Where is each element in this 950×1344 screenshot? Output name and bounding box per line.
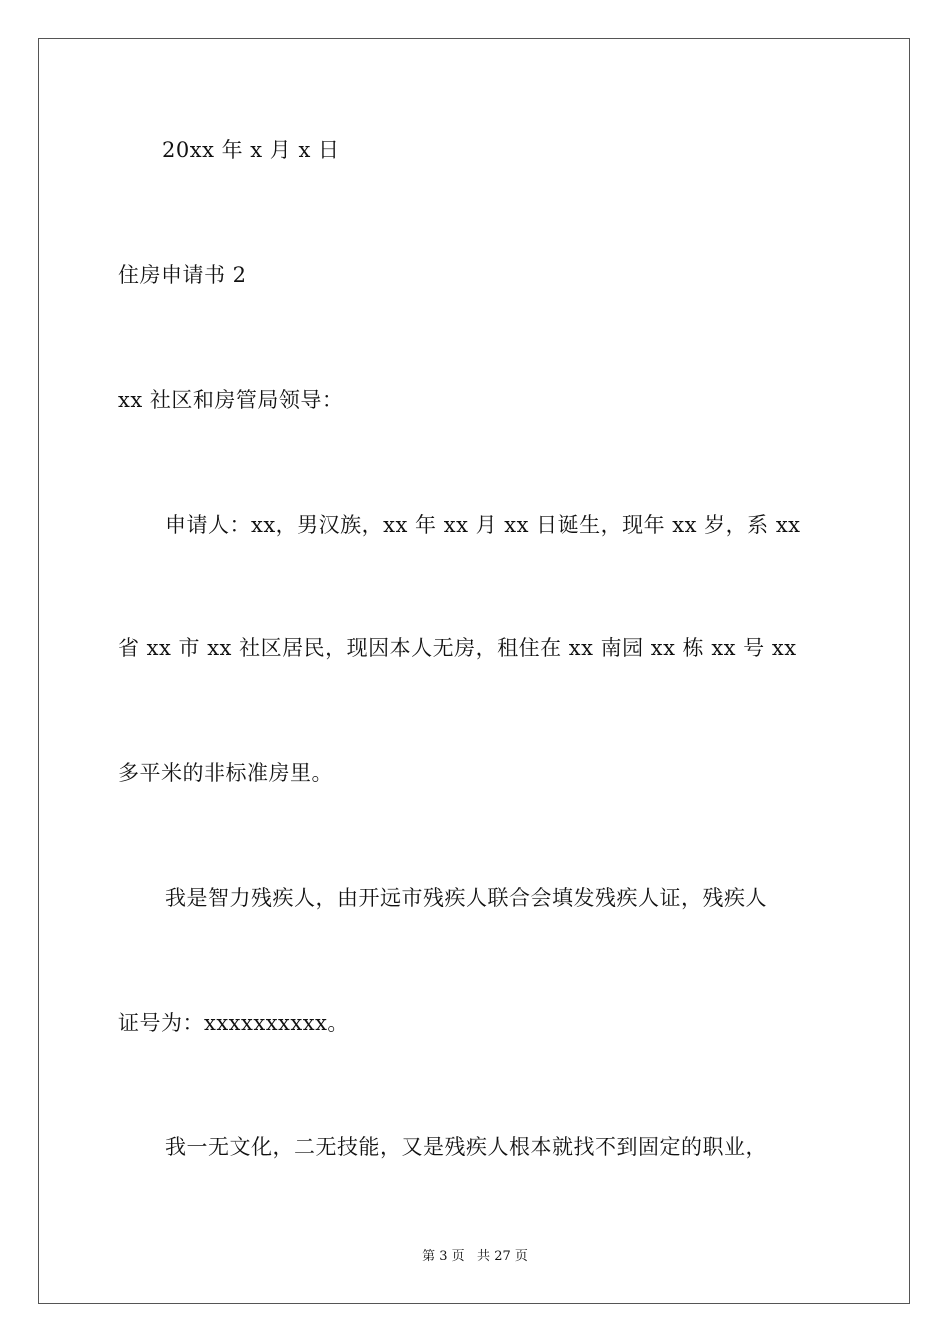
paragraph-line: 多平米的非标准房里。 [118,761,333,785]
page-footer: 第 3 页 共 27 页 [422,1249,528,1264]
salutation: xx 社区和房管局领导： [118,388,344,412]
paragraph-line: 我是智力残疾人，由开远市残疾人联合会填发残疾人证，残疾人 [165,886,767,910]
paragraph-line: 证号为：xxxxxxxxxx。 [118,1011,349,1035]
document-title: 住房申请书 2 [118,263,247,287]
page-border [38,38,910,1304]
date-line: 20xx 年 x 月 x 日 [162,138,340,162]
paragraph-line: 我一无文化，二无技能，又是残疾人根本就找不到固定的职业， [165,1135,767,1159]
paragraph-line: 申请人：xx，男汉族，xx 年 xx 月 xx 日诞生，现年 xx 岁，系 xx [165,513,801,537]
paragraph-line: 省 xx 市 xx 社区居民，现因本人无房，租住在 xx 南园 xx 栋 xx 号 xx [118,636,797,660]
